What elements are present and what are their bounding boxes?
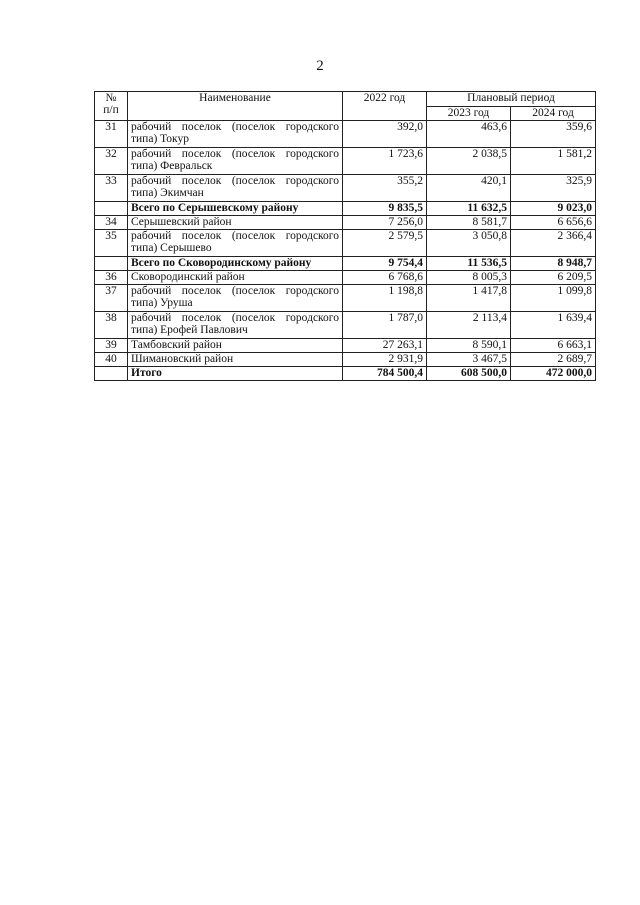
header-year-2024: 2024 год <box>511 106 596 121</box>
row-value-2022: 2 931,9 <box>343 353 427 367</box>
table-row <box>95 175 596 202</box>
row-value-2022: 27 263,1 <box>343 339 427 353</box>
table-row <box>95 216 596 230</box>
row-value-2023: 3 467,5 <box>427 353 511 367</box>
row-name-cell: Серышевский район <box>128 216 343 230</box>
row-name-cell: рабочий поселок (поселок городского типа) Ерофей Павлович <box>128 312 343 339</box>
row-num-cell <box>95 202 128 216</box>
row-value-2024: 472 000,0 <box>511 367 596 381</box>
row-value-2024: 2 366,4 <box>511 230 596 257</box>
row-value-2022: 1 723,6 <box>343 148 427 175</box>
table-row <box>95 121 596 148</box>
row-value-2022: 7 256,0 <box>343 216 427 230</box>
header-num <box>95 92 128 121</box>
table-row <box>95 148 596 175</box>
row-value-2022: 355,2 <box>343 175 427 202</box>
row-value-2024: 1 639,4 <box>511 312 596 339</box>
row-name-cell: рабочий поселок (поселок городского типа) Экимчан <box>128 175 343 202</box>
header-name: Наименование <box>128 92 343 121</box>
row-num-cell: 38 <box>95 312 128 339</box>
row-value-2024: 325,9 <box>511 175 596 202</box>
row-value-2022: 9 754,4 <box>343 257 427 271</box>
row-value-2023: 3 050,8 <box>427 230 511 257</box>
table-total-row <box>95 202 596 216</box>
row-num-cell: 37 <box>95 285 128 312</box>
row-value-2024: 1 581,2 <box>511 148 596 175</box>
row-name-cell: Итого <box>128 367 343 381</box>
table-row <box>95 353 596 367</box>
row-num-cell: 35 <box>95 230 128 257</box>
row-name-cell: Всего по Серышевскому району <box>128 202 343 216</box>
table-total-row <box>95 257 596 271</box>
row-value-2022: 1 198,8 <box>343 285 427 312</box>
row-num-cell <box>95 367 128 381</box>
row-name-cell: Всего по Сковородинскому району <box>128 257 343 271</box>
table-header <box>95 92 596 121</box>
row-value-2023: 8 590,1 <box>427 339 511 353</box>
table-row <box>95 230 596 257</box>
row-value-2023: 11 536,5 <box>427 257 511 271</box>
row-num-cell: 36 <box>95 271 128 285</box>
row-name-cell: рабочий поселок (поселок городского типа) Уруша <box>128 285 343 312</box>
row-value-2022: 1 787,0 <box>343 312 427 339</box>
row-num-cell: 39 <box>95 339 128 353</box>
row-value-2024: 9 023,0 <box>511 202 596 216</box>
row-value-2022: 6 768,6 <box>343 271 427 285</box>
row-value-2023: 2 113,4 <box>427 312 511 339</box>
row-num-cell: 32 <box>95 148 128 175</box>
row-value-2024: 6 663,1 <box>511 339 596 353</box>
row-value-2023: 8 005,3 <box>427 271 511 285</box>
table-row <box>95 285 596 312</box>
row-num-cell <box>95 257 128 271</box>
table-body <box>95 121 596 381</box>
page-number: 2 <box>316 58 324 74</box>
row-num-cell: 34 <box>95 216 128 230</box>
row-name-cell: Сковородинский район <box>128 271 343 285</box>
row-num-cell: 40 <box>95 353 128 367</box>
row-value-2023: 463,6 <box>427 121 511 148</box>
row-name-cell: рабочий поселок (поселок городского типа) Серышево <box>128 230 343 257</box>
table-total-row <box>95 367 596 381</box>
row-value-2022: 2 579,5 <box>343 230 427 257</box>
row-value-2022: 392,0 <box>343 121 427 148</box>
header-num-label: № п/п <box>103 92 119 116</box>
table-row <box>95 271 596 285</box>
budget-table <box>94 91 596 381</box>
row-value-2023: 2 038,5 <box>427 148 511 175</box>
header-year-2023: 2023 год <box>427 106 511 121</box>
row-name-cell: рабочий поселок (поселок городского типа) Февральск <box>128 148 343 175</box>
row-value-2023: 11 632,5 <box>427 202 511 216</box>
row-value-2024: 6 656,6 <box>511 216 596 230</box>
header-planned-period: Плановый период <box>427 92 596 107</box>
row-name-cell: Тамбовский район <box>128 339 343 353</box>
row-value-2023: 608 500,0 <box>427 367 511 381</box>
row-value-2024: 8 948,7 <box>511 257 596 271</box>
row-value-2024: 2 689,7 <box>511 353 596 367</box>
row-num-cell: 31 <box>95 121 128 148</box>
row-name-cell: Шимановский район <box>128 353 343 367</box>
row-num-cell: 33 <box>95 175 128 202</box>
row-value-2022: 9 835,5 <box>343 202 427 216</box>
table-row <box>95 339 596 353</box>
row-value-2024: 6 209,5 <box>511 271 596 285</box>
row-value-2023: 8 581,7 <box>427 216 511 230</box>
table-row <box>95 312 596 339</box>
row-value-2022: 784 500,4 <box>343 367 427 381</box>
row-value-2023: 1 417,8 <box>427 285 511 312</box>
row-value-2024: 1 099,8 <box>511 285 596 312</box>
header-year-2022: 2022 год <box>343 92 427 121</box>
row-name-cell: рабочий поселок (поселок городского типа) Токур <box>128 121 343 148</box>
row-value-2023: 420,1 <box>427 175 511 202</box>
row-value-2024: 359,6 <box>511 121 596 148</box>
